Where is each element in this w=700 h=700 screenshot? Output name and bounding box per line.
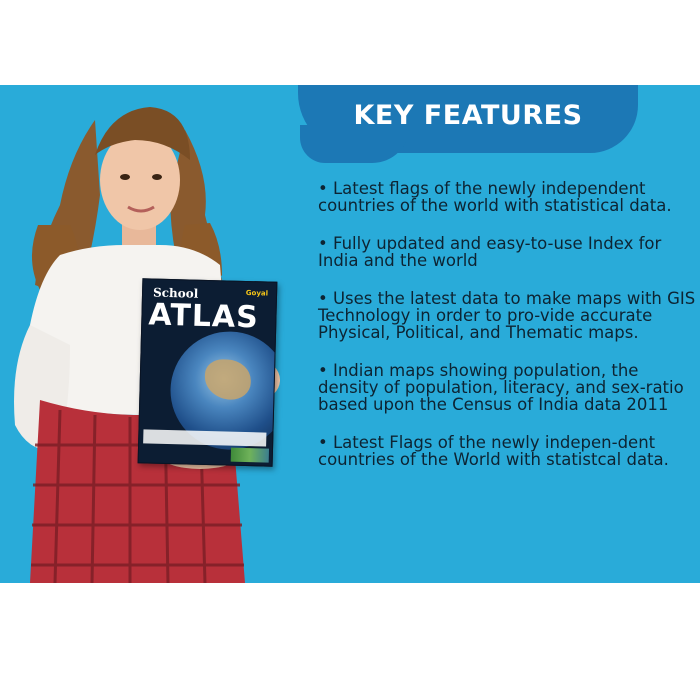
key-features-heading: KEY FEATURES — [353, 100, 583, 131]
feature-item: • Uses the latest data to make maps with GIS Technology in order to pro-vide accurate Physical, Political, and Thematic maps. — [318, 289, 696, 342]
book-title-atlas: ATLAS — [148, 297, 260, 336]
feature-item: • Latest Flags of the newly indepen-dent countries of the World with statistcal data. — [318, 433, 669, 469]
feature-panel — [0, 85, 700, 583]
feature-item: • Indian maps showing population, the density of population, literacy, and sex-ratio based upon the Census of India data 2011 — [318, 361, 684, 414]
book-title-school: School — [152, 285, 199, 301]
feature-item: • Fully updated and easy-to-use Index for India and the world — [318, 234, 662, 270]
book-cover-strip — [143, 429, 266, 446]
feature-item: • Latest flags of the newly independent countries of the world with statistical data. — [318, 179, 672, 215]
book-cover-photos — [231, 448, 269, 463]
school-atlas-book — [138, 278, 278, 466]
feature-list — [318, 180, 700, 468]
publisher-logo: Goyal — [245, 288, 269, 298]
